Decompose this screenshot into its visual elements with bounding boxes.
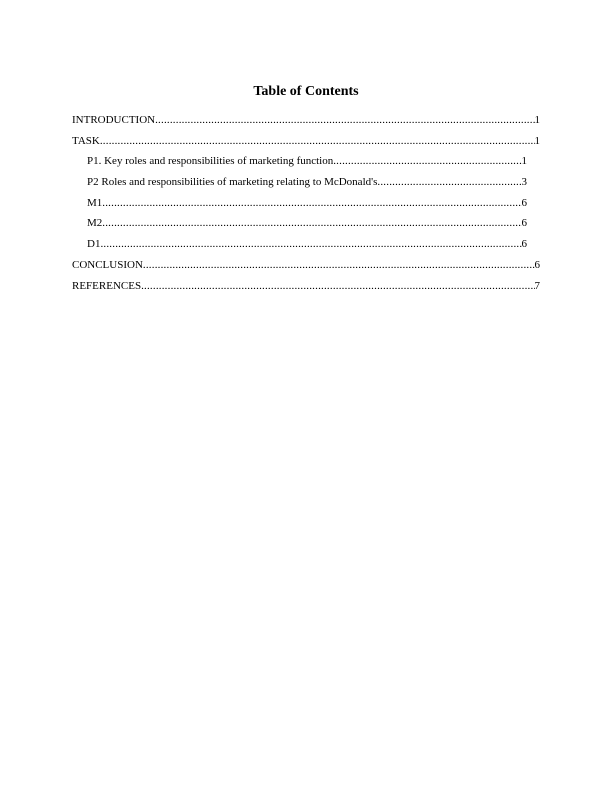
toc-entry-page: 7 <box>534 279 540 292</box>
toc-entry-references[interactable] <box>72 279 540 300</box>
toc-entry-page: 1 <box>521 155 527 168</box>
toc-entry-page: 6 <box>521 196 527 209</box>
toc-entry-label: TASK <box>72 134 100 147</box>
toc-entry-label: P2 Roles and responsibilities of marketing relating to McDonald's <box>87 176 378 189</box>
dot-leader <box>141 279 534 293</box>
toc-entry-label: CONCLUSION <box>72 258 143 271</box>
dot-leader <box>333 154 521 168</box>
toc-entry-page: 6 <box>521 238 527 251</box>
toc-entry-label: M2 <box>87 217 103 230</box>
toc-entry-page: 1 <box>534 134 540 147</box>
dot-leader <box>100 134 535 148</box>
toc-entry-page: 3 <box>521 176 527 189</box>
toc-entry-p2[interactable] <box>87 175 527 196</box>
dot-leader <box>155 113 534 127</box>
toc-entry-label: REFERENCES <box>72 279 142 292</box>
toc-entry-label: P1. Key roles and responsibilities of marketing function <box>87 155 334 168</box>
dot-leader <box>143 258 535 272</box>
toc-entry-d1[interactable] <box>87 237 527 258</box>
dot-leader <box>377 175 521 189</box>
toc-entry-m1[interactable] <box>87 196 527 217</box>
toc-title: Table of Contents <box>253 84 359 99</box>
toc-entry-page: 1 <box>534 114 540 126</box>
toc-entry-page: 6 <box>521 217 527 230</box>
toc-entry-p1[interactable] <box>87 154 527 175</box>
toc-entry-page: 6 <box>534 258 540 271</box>
toc-entry-introduction[interactable] <box>72 113 540 134</box>
toc-entry-m2[interactable] <box>87 216 527 237</box>
toc-list <box>0 113 612 299</box>
toc-entry-conclusion[interactable] <box>72 258 540 279</box>
dot-leader <box>100 237 521 251</box>
dot-leader <box>102 216 521 230</box>
dot-leader <box>102 196 521 210</box>
toc-entry-label: D1 <box>87 238 101 251</box>
toc-entry-label: INTRODUCTION <box>72 114 156 126</box>
toc-entry-task[interactable] <box>72 134 540 155</box>
toc-entry-label: M1 <box>87 196 103 209</box>
